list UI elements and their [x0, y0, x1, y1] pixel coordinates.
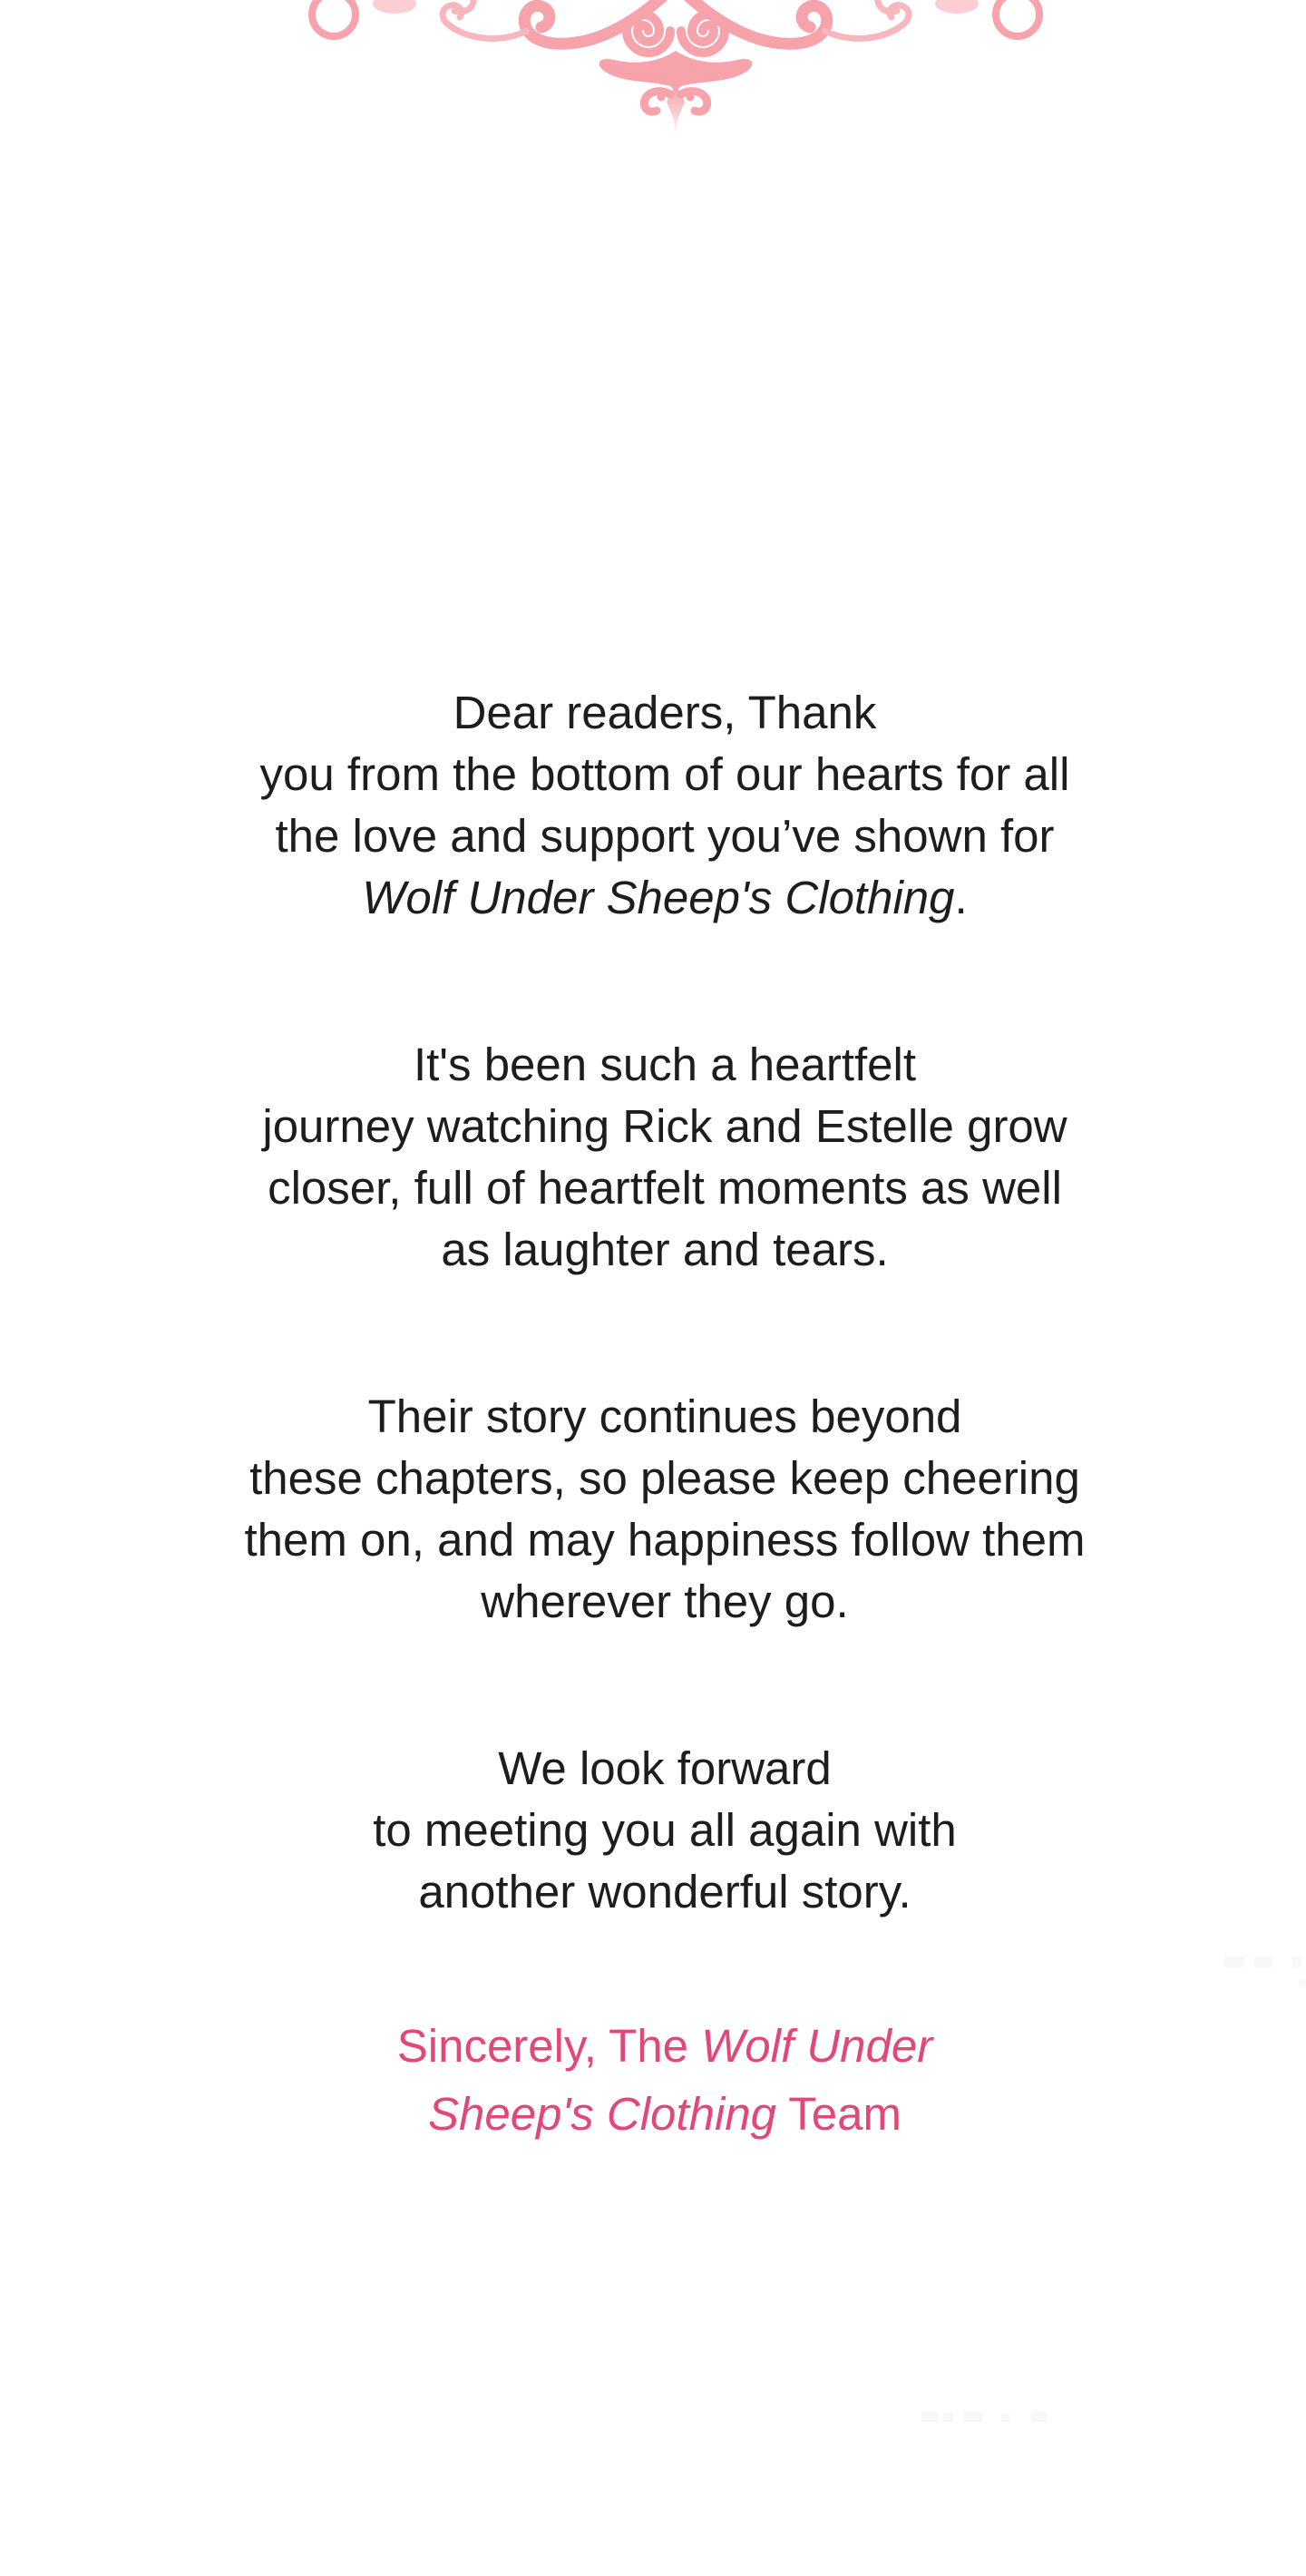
text-segment: closer, full of heartfelt moments as well — [268, 1162, 1062, 1214]
paragraph — [121, 1738, 1209, 1923]
text-segment: you from the bottom of our hearts for all — [259, 748, 1070, 800]
text-segment: . — [954, 872, 968, 923]
series-title-text: Wolf Under — [701, 2020, 933, 2072]
text-segment: Their story continues beyond — [367, 1390, 962, 1442]
watermark-remnant — [1031, 2412, 1047, 2422]
watermark-remnant — [1224, 1956, 1244, 1967]
text-line — [121, 805, 1209, 867]
text-segment: these chapters, so please keep cheering — [249, 1452, 1080, 1504]
watermark-remnant — [1292, 1957, 1301, 1967]
text-segment: the love and support you’ve shown for — [275, 810, 1055, 862]
text-line — [121, 744, 1209, 805]
text-line — [121, 2012, 1209, 2080]
signature — [121, 2012, 1209, 2148]
text-segment: Dear readers, Thank — [453, 687, 877, 738]
text-segment: as laughter and tears. — [441, 1224, 889, 1275]
paragraph — [121, 1386, 1209, 1633]
watermark-remnant — [943, 2413, 953, 2422]
text-line — [121, 1738, 1209, 1800]
watermark-remnant — [921, 2412, 938, 2422]
text-line — [121, 1034, 1209, 1096]
text-line — [121, 1448, 1209, 1509]
text-segment: Team — [776, 2088, 902, 2140]
text-segment: Sincerely, The — [396, 2020, 702, 2072]
text-segment: It's been such a heartfelt — [413, 1039, 917, 1090]
series-title-text: Wolf Under Sheep's Clothing — [362, 872, 955, 923]
paragraph — [121, 682, 1209, 929]
text-segment: journey watching Rick and Estelle grow — [262, 1100, 1067, 1152]
text-segment: wherever they go. — [481, 1576, 849, 1627]
text-line — [121, 682, 1209, 744]
watermark-remnant — [1001, 2414, 1009, 2422]
text-segment: them on, and may happiness follow them — [244, 1514, 1086, 1566]
text-line — [121, 2080, 1209, 2148]
text-line — [121, 1096, 1209, 1157]
text-line — [121, 867, 1209, 929]
text-segment: We look forward — [498, 1742, 832, 1794]
watermark-remnant — [964, 2412, 982, 2422]
flourish-divider-icon — [295, 0, 1057, 136]
watermark-remnant — [1299, 1979, 1306, 1987]
text-line — [121, 1509, 1209, 1571]
text-line — [121, 1861, 1209, 1923]
text-line — [121, 1157, 1209, 1219]
thank-you-letter — [121, 682, 1209, 2253]
paragraph — [121, 1034, 1209, 1281]
series-title-text: Sheep's Clothing — [428, 2088, 777, 2140]
watermark-remnant — [1254, 1956, 1272, 1967]
text-segment: to meeting you all again with — [373, 1804, 957, 1856]
text-line — [121, 1800, 1209, 1861]
text-line — [121, 1386, 1209, 1448]
text-line — [121, 1571, 1209, 1633]
text-segment: another wonderful story. — [418, 1866, 911, 1917]
text-line — [121, 1219, 1209, 1281]
